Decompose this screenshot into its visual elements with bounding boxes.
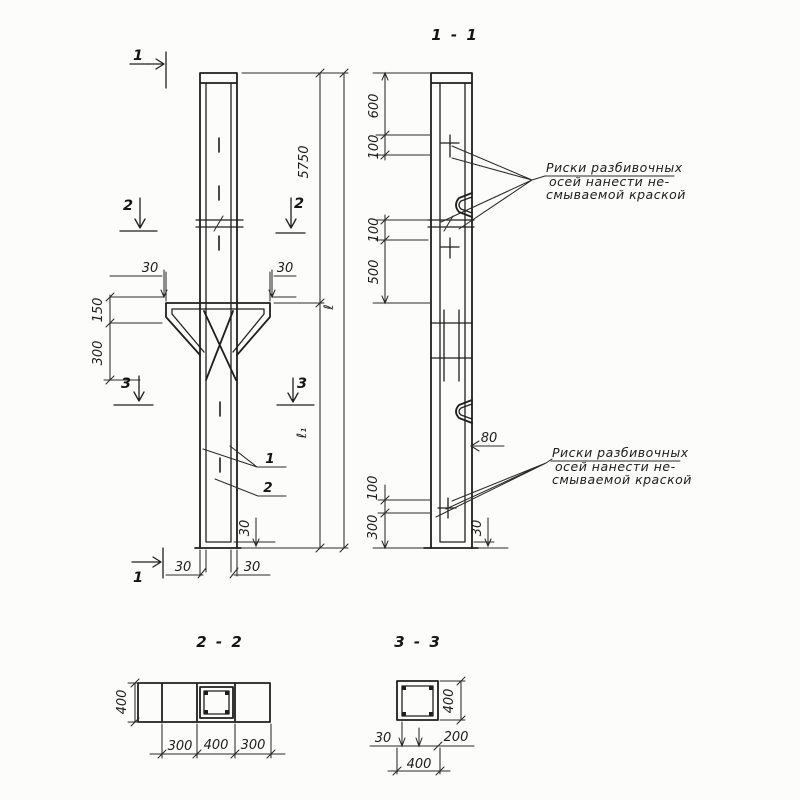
rebar-dot [225, 691, 229, 695]
rebar-dot [429, 712, 433, 716]
pos-label-2: 2 [263, 480, 273, 496]
section-1-1-title: 1 - 1 [431, 26, 479, 44]
dim-label-corbel-right-30: 30 [276, 261, 294, 276]
front-joint-lines [196, 216, 243, 231]
front-dim-corbel-right-30 [269, 261, 296, 301]
dim-label-600: 600 [367, 93, 382, 119]
note-lower-line3: смываемой краской [552, 472, 692, 487]
note-upper [441, 146, 686, 229]
front-dim-corbel-left-30 [110, 261, 167, 301]
side-dim-stack [366, 73, 430, 548]
dim-label-33-30: 30 [374, 731, 392, 746]
marker-label-1-bottom: 1 [132, 570, 144, 586]
front-dim-height [242, 69, 348, 552]
side-column-outline [424, 73, 478, 548]
rebar-dot [204, 691, 208, 695]
marker-label-3-right: 3 [296, 376, 308, 392]
dim-label-22-400: 400 [203, 738, 229, 753]
marker-label-2-right: 2 [293, 196, 305, 212]
front-view [91, 48, 348, 586]
dim-label-l: ℓ [322, 304, 337, 310]
section-2-2-title: 2 - 2 [196, 633, 244, 651]
front-dim-cover-30 [234, 518, 275, 546]
dim-label-100-upper: 100 [367, 134, 382, 160]
dim-label-80: 80 [480, 431, 498, 446]
dim-label-22-300l: 300 [167, 739, 193, 754]
note-upper-line3: смываемой краской [546, 187, 686, 202]
section-marker-2-right [276, 196, 305, 233]
section-3-3-outline [397, 681, 438, 720]
front-column-outline [195, 73, 241, 548]
front-pos-leader-2 [215, 479, 286, 496]
side-corbel-band [431, 310, 472, 381]
section-marker-2-left [120, 198, 157, 231]
rebar-dot [402, 712, 406, 716]
dim-label-wall-right-30: 30 [243, 560, 261, 575]
dim-label-300-lower: 300 [366, 514, 381, 540]
dim-label-22-300r: 300 [240, 738, 266, 753]
section-3-3-dims [370, 677, 474, 775]
dim-label-33-200: 200 [443, 730, 469, 745]
marker-label-3-left: 3 [120, 376, 132, 392]
side-axis-marks [438, 135, 459, 518]
pos-label-1: 1 [265, 451, 275, 467]
dim-label-corbel-left-30: 30 [141, 261, 159, 276]
front-axis-marks [219, 138, 220, 472]
marker-label-1-top: 1 [132, 48, 144, 64]
section-marker-1-bottom [132, 548, 163, 586]
dim-label-l1: ℓ₁ [295, 427, 310, 439]
note-upper-line1: Риски разбивочных [546, 160, 683, 175]
note-upper-line2: осей нанести не- [549, 174, 670, 189]
side-dim-cover-30 [470, 518, 508, 548]
front-dim-150-300 [91, 293, 162, 384]
section-2-2-view [115, 633, 285, 758]
dim-label-33-400v: 400 [442, 688, 457, 714]
section-1-1-view [366, 26, 692, 548]
dim-label-150: 150 [91, 297, 106, 323]
front-dim-wall-30 [166, 550, 270, 578]
section-marker-1-top [130, 48, 166, 88]
dim-label-100-mid: 100 [367, 217, 382, 243]
front-corbel [166, 303, 270, 380]
section-2-2-outline [138, 683, 270, 722]
dim-label-side-30: 30 [470, 519, 485, 537]
side-dim-80 [471, 431, 504, 451]
dim-label-33-400: 400 [406, 757, 432, 772]
note-lower [436, 445, 692, 517]
marker-label-2-left: 2 [122, 198, 134, 214]
rebar-dot [225, 710, 229, 714]
front-pos-leader-1 [203, 446, 286, 467]
dim-label-22-400v: 400 [115, 689, 130, 715]
dim-label-cover-30: 30 [238, 519, 253, 537]
note-lower-line1: Риски разбивочных [552, 445, 689, 460]
section-3-3-title: 3 - 3 [394, 633, 442, 651]
dim-label-100-lower: 100 [366, 475, 381, 501]
section-3-3-view [370, 633, 474, 775]
rebar-dot [429, 686, 433, 690]
lifting-loop-lower [456, 400, 472, 423]
rebar-dot [204, 710, 208, 714]
dim-label-wall-left-30: 30 [174, 560, 192, 575]
dim-label-500: 500 [367, 259, 382, 285]
dim-label-300: 300 [91, 340, 106, 366]
section-marker-3-right [277, 376, 314, 405]
dim-label-5750: 5750 [297, 145, 312, 179]
note-lower-line2: осей нанести не- [555, 459, 676, 474]
rebar-dot [402, 686, 406, 690]
